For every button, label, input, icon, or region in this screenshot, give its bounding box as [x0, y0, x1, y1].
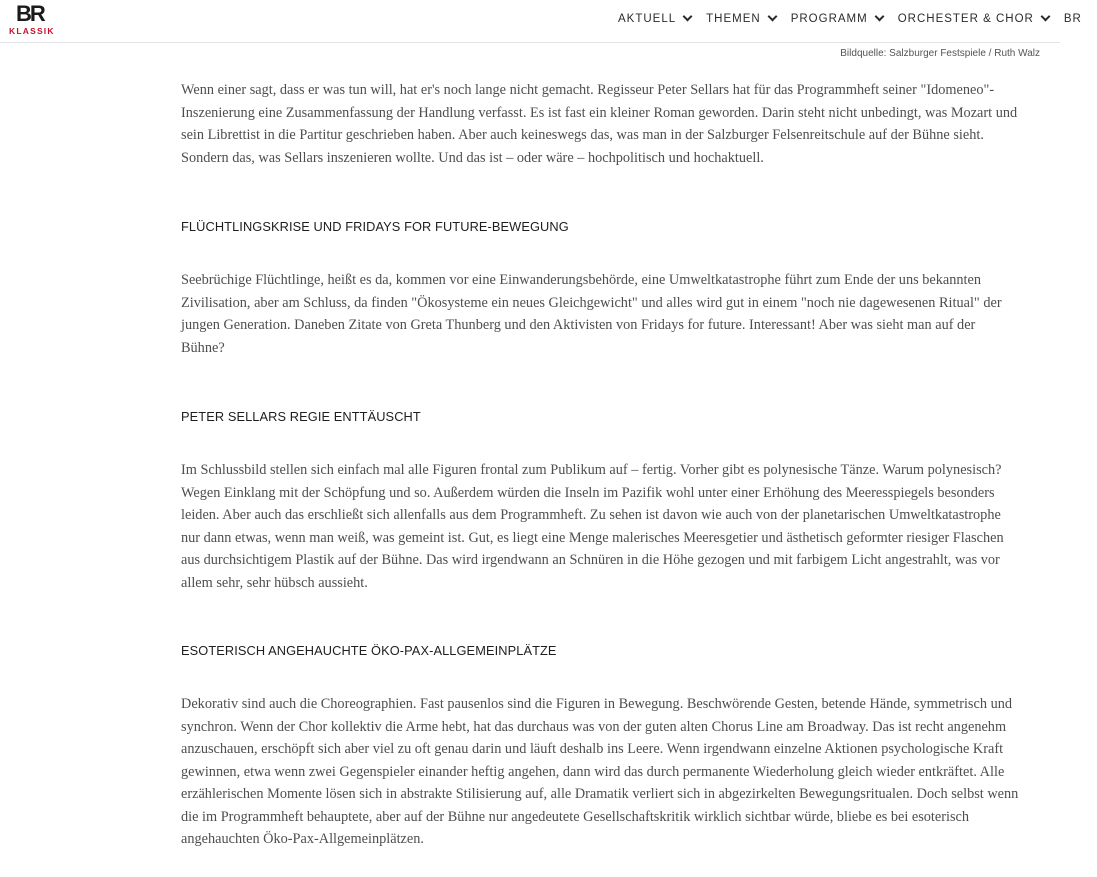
section-paragraph-oeko-pax: Dekorativ sind auch die Choreographien. Fast pausenlos sind die Figuren in Bewegung. Beschwörende Gesten, betende Hände, symmetrisch und synchron. Wenn der Chor kollektiv die Arme hebt, hat das durchaus was von der guten alten Chorus Line am Broadway. Das ist recht angenehm anzuschauen, erschöpft sich aber viel zu oft genau darin und läuft deshalb ins Leere. Wenn irgendwann einzelne Aktionen psychologische Kraft gewinnen, etwa wenn zwei Gegenspieler einander heftig angehen, dann wird das durch permanente Wiederholung gleich wieder entkräftet. Alle erzählerischen Momente lösen sich in abstrakte Stilisierung auf, alle Dramatik verliert sich in abgezirkelten Bewegungsritualen. Doch selbst wenn die im Programmheft behauptete, aber auf der Bühne nur angedeutete Gesellschaftskritik wirklich sichtbar würde, bliebe es bei esoterisch angehauchten Öko-Pax-Allgemeinplätzen.: [181, 696, 1019, 847]
nav-item-programm[interactable]: [791, 0, 883, 42]
nav-item-label: THEMEN: [706, 13, 761, 25]
chevron-down-icon: [767, 12, 777, 22]
nav-item-aktuell[interactable]: [618, 0, 691, 42]
section-heading-oeko-pax: ESOTERISCH ANGEHAUCHTE ÖKO-PAX-ALLGEMEINPLÄTZE: [181, 643, 557, 658]
nav-item-label: ORCHESTER & CHOR: [897, 13, 1034, 25]
nav-item-orchester-chor[interactable]: [898, 0, 1049, 42]
section-paragraph-fluechtlingskrise: Seebrüchige Flüchtlinge, heißt es da, kommen vor eine Einwanderungsbehörde, eine Umweltkatastrophe führt zum Ende der uns bekannten Zivilisation, aber am Schluss, da finden "Ökosysteme ein neues Gleichgewicht" und alles wird gut in einem "noch nie dagewesenen Ritual" der jungen Generation. Daneben Zitate von Greta Thunberg und den Aktivisten von Fridays for future. Interessant! Aber was sieht man auf der Bühne?: [181, 272, 1002, 356]
main-nav: [618, 0, 1097, 42]
chevron-down-icon: [683, 12, 693, 22]
nav-item-label: BR: [1063, 13, 1082, 25]
nav-item-themen[interactable]: [706, 0, 776, 42]
article-intro-paragraph: Wenn einer sagt, dass er was tun will, hat er's noch lange nicht gemacht. Regisseur Peter Sellars hat für das Programmheft seiner "Idomeneo"-Inszenierung eine Zusammenfassung der Handlung verfasst. Es ist fast ein kleiner Roman geworden. Darin steht nicht unbedingt, was Mozart und sein Librettist in die Partitur geschrieben haben. Aber auch keineswegs das, was man in der Salzburger Felsenreitschule auf der Bühne sieht. Sondern das, was Sellars inszenieren wollte. Und das ist – oder wäre – hochpolitisch und hochaktuell.: [181, 82, 1018, 166]
logo-klassik-text: KLASSIK: [9, 26, 55, 36]
nav-item-label: AKTUELL: [618, 13, 677, 25]
chevron-down-icon: [874, 12, 884, 22]
br-klassik-logo[interactable]: [8, 2, 54, 38]
image-credit: Bildquelle: Salzburger Festspiele / Ruth Walz: [840, 48, 1040, 59]
nav-item-label: PROGRAMM: [790, 13, 868, 25]
logo-br-text: BR: [16, 1, 44, 26]
section-heading-fluechtlingskrise: FLÜCHTLINGSKRISE UND FRIDAYS FOR FUTURE-BEWEGUNG: [181, 219, 569, 234]
chevron-down-icon: [1040, 12, 1050, 22]
article-body: [181, 79, 1021, 851]
top-navigation-bar: [0, 0, 1082, 43]
nav-item-br[interactable]: [1064, 0, 1082, 42]
section-heading-sellars-regie: PETER SELLARS REGIE ENTTÄUSCHT: [181, 409, 421, 424]
section-paragraph-sellars-regie: Im Schlussbild stellen sich einfach mal alle Figuren frontal zum Publikum auf – fertig. Vorher gibt es polynesische Tänze. Warum polynesisch? Wegen Einklang mit der Schöpfung und so. Außerdem würden die Inseln im Pazifik wohl unter einer Erhöhung des Meeresspiegels besonders leiden. Aber auch das erschließt sich allenfalls aus dem Programmheft. Zu sehen ist davon wie auch von der planetarischen Umweltkatastrophe nur dann etwas, wenn man weiß, was gemeint ist. Gut, es liegt eine Menge malerisches Meeresgetier und ästhetisch geformter riesiger Flaschen aus durchsichtigem Plastik auf der Bühne. Das wird irgendwann an Schnüren in die Höhe gezogen und mit farbigem Licht angestrahlt, was vor allem sehr, sehr hübsch aussieht.: [181, 462, 1004, 591]
